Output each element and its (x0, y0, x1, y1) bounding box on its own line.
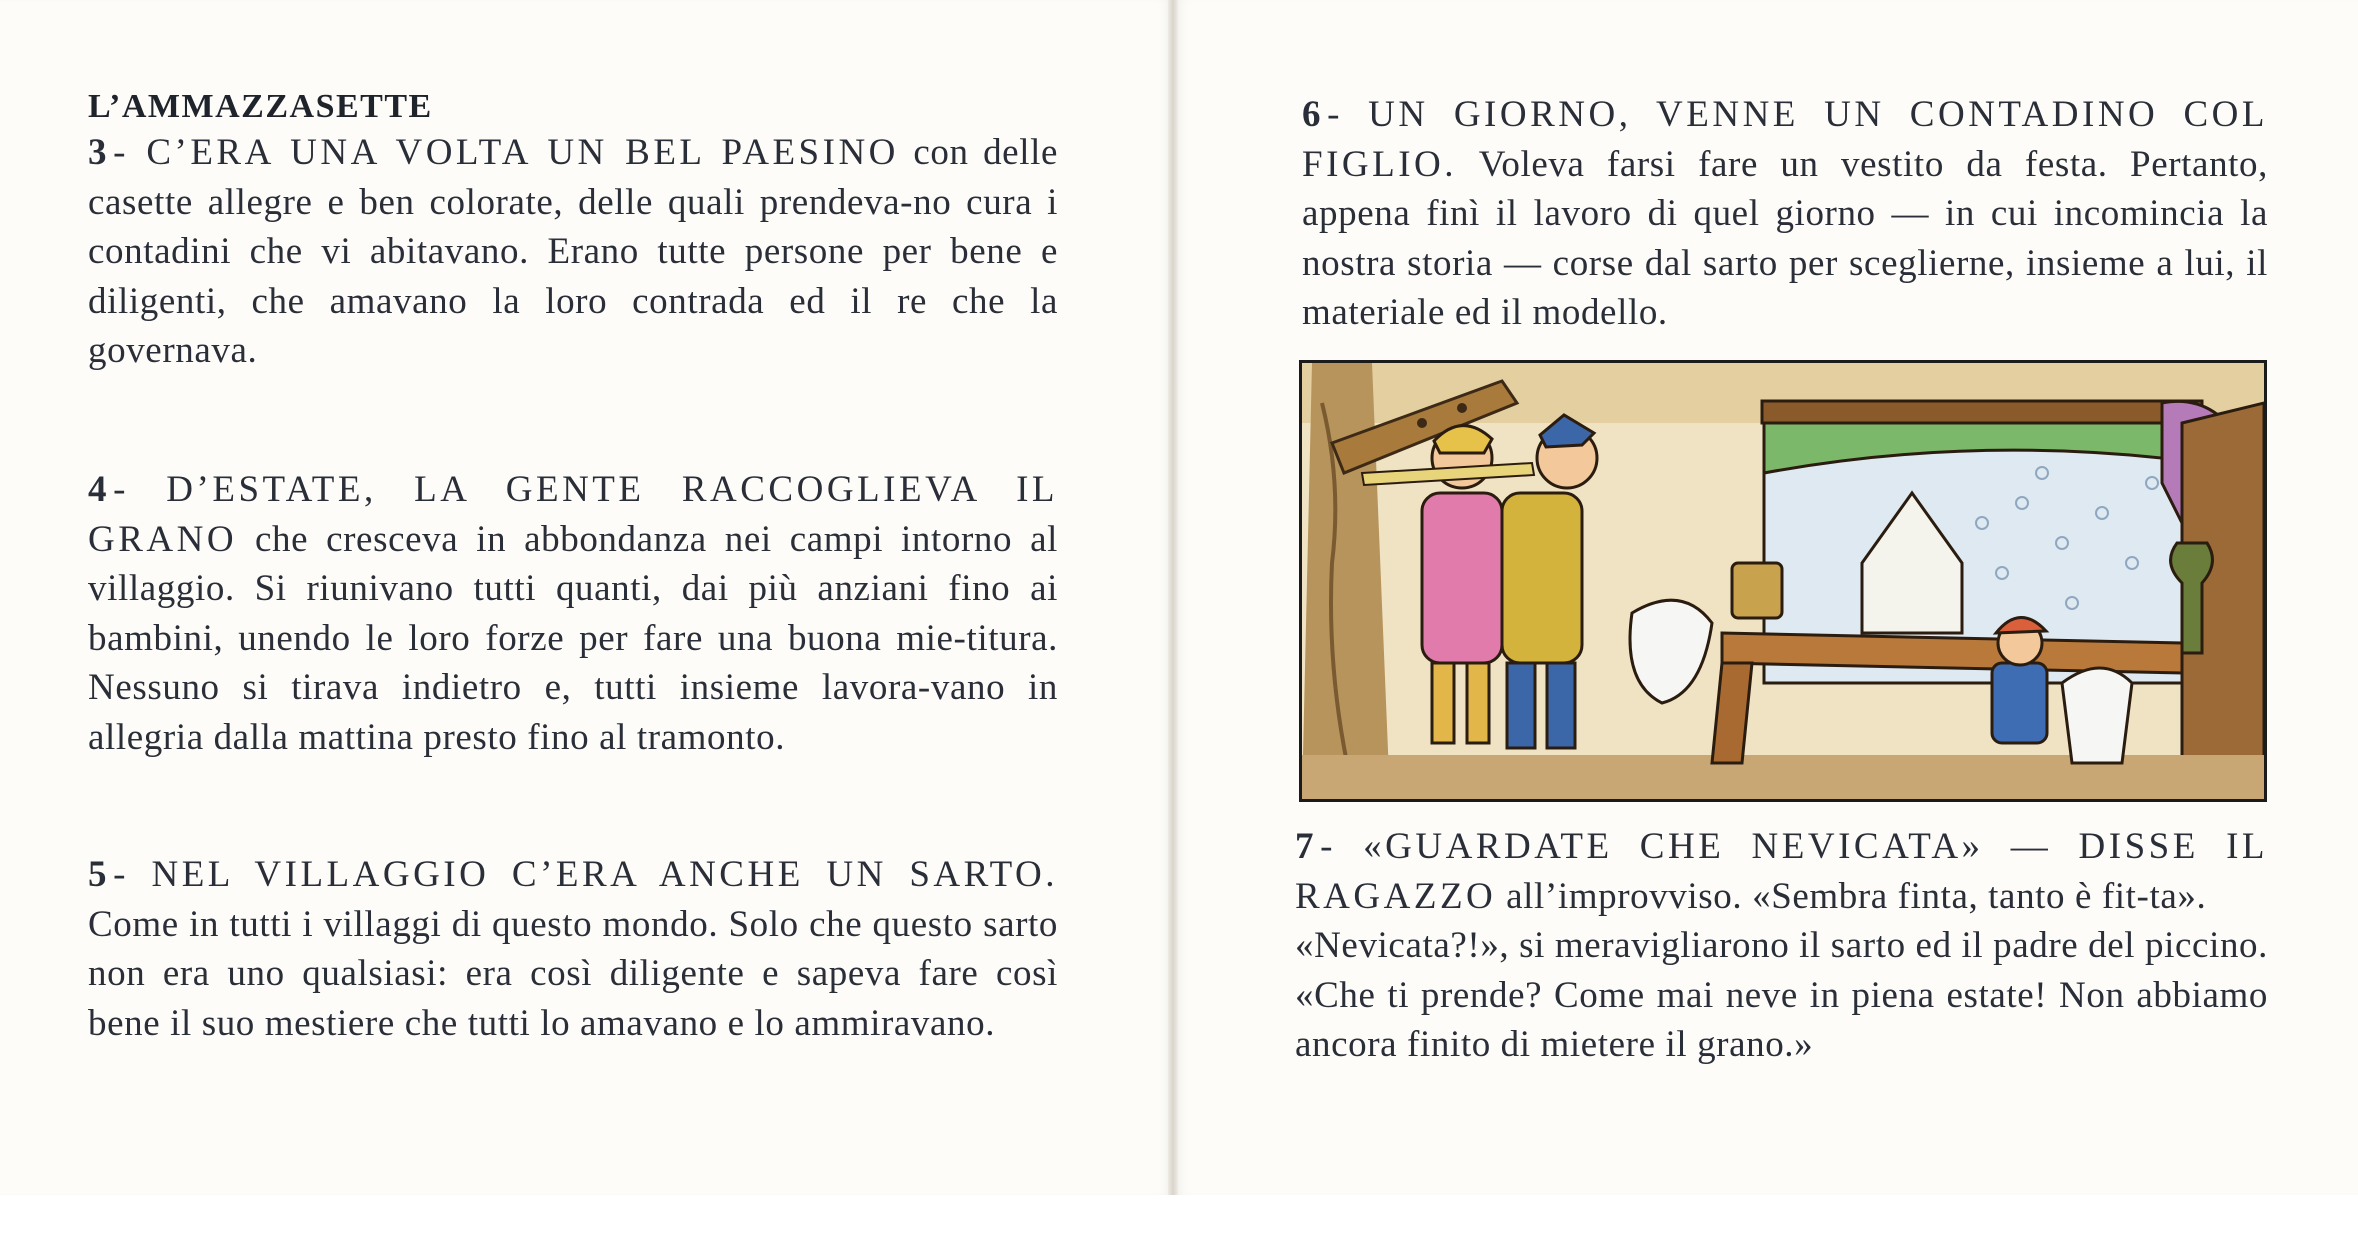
paragraph-lead: - NEL VILLAGGIO C’ERA ANCHE UN SARTO. (113, 854, 1058, 895)
paragraph-lead: - C’ERA UNA VOLTA UN BEL PAESINO (113, 132, 899, 173)
paragraph-5 (88, 850, 1058, 1048)
paragraph-number: 5 (88, 854, 108, 895)
paragraph-number: 7 (1295, 826, 1315, 867)
paragraph-text-continued: «Nevicata?!», si meravigliarono il sarto ed il padre del piccino. «Che ti prende? Come mai neve in piena estate! Non abbiamo ancora finito di mietere il grano.» (1295, 925, 2268, 1065)
paragraph-6 (1302, 90, 2268, 338)
paragraph-lead: - UN GIORNO, VENNE UN CONTADINO COL FIGLIO. (1302, 94, 2268, 185)
paragraph-text: all’improvviso. «Sembra finta, tanto è fit-ta». (1506, 875, 2207, 917)
story-title: L’AMMAZZASETTE (88, 88, 433, 125)
paragraph-lead: - D’ESTATE, LA GENTE RACCOGLIEVA IL GRANO (88, 469, 1058, 560)
paragraph-4 (88, 465, 1058, 762)
paragraph-lead: - «GUARDATE CHE NEVICATA» — DISSE IL RAGAZZO (1295, 826, 2268, 917)
paragraph-text: con delle casette allegre e ben colorate, delle quali prendeva-no cura i contadini che vi abitavano. Erano tutte persone per bene e diligenti, che amavano la loro contrada ed il re che la governava. (88, 132, 1058, 371)
paragraph-text: Come in tutti i villaggi di questo mondo. Solo che questo sarto non era uno qualsiasi: era così diligente e sapeva fare così bene il suo mestiere che tutti lo amavano e lo ammiravano. (88, 903, 1058, 1044)
paragraph-number: 3 (88, 132, 108, 173)
paragraph-number: 4 (88, 469, 108, 510)
book-gutter (1168, 0, 1178, 1195)
tailor-shop-illustration (1299, 360, 2267, 802)
page-bottom-margin (0, 1195, 2358, 1238)
paragraph-text: che cresceva in abbondanza nei campi intorno al villaggio. Si riunivano tutti quanti, dai più anziani fino ai bambini, unendo le loro forze per fare una buona mie-titura. Nessuno si tirava indietro e, tutti insieme lavora-vano in allegria dalla mattina presto fino al tramonto. (88, 518, 1058, 758)
paragraph-number: 6 (1302, 94, 1322, 135)
paragraph-text: Voleva farsi fare un vestito da festa. Pertanto, appena finì il lavoro di quel giorno — in cui incomincia la nostra storia — corse dal sarto per sceglierne, insieme a lui, il materiale ed il modello. (1302, 143, 2268, 333)
paragraph-7 (1295, 822, 2268, 1070)
paragraph-3 (88, 128, 1058, 376)
